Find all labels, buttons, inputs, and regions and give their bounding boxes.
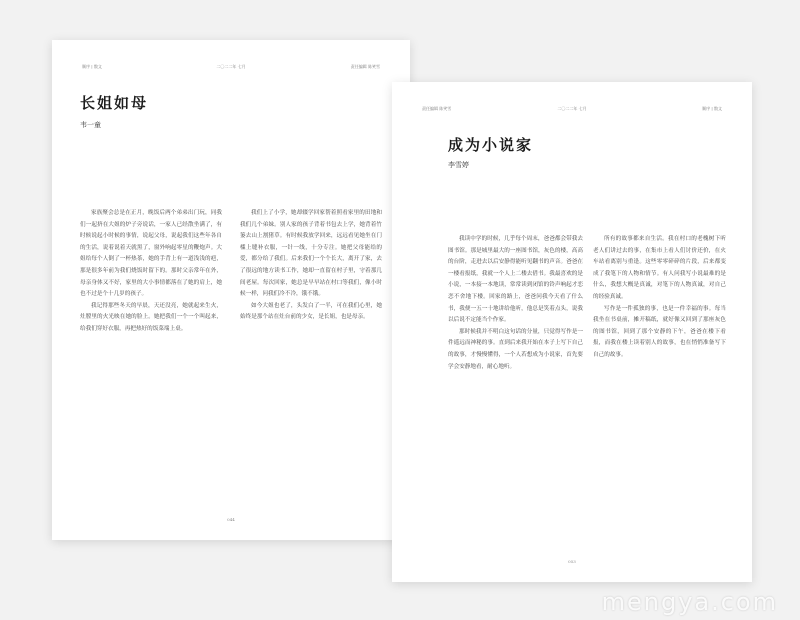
right-col2-paragraph: 写作是一件孤独的事，也是一件幸福的事。每当我坐在书桌前，摊开稿纸，就好像又回到了那座灰色的图书馆，回到了那个安静的下午，爸爸在楼下看报，而我在楼上读着别人的故事，也在悄悄准备写下自己的故事。 bbox=[593, 305, 726, 358]
right-page-number: 053 bbox=[568, 559, 576, 564]
left-col2-paragraph: 我们上了小学，她却辍学回家帮着照看家里的田地和我们几个弟妹。别人家的孩子背着书包去上学，她背着竹篓去山上割猪草。有时候我放学回来，远远看见她坐在门槛上缝补衣服，一针一线，十分专注。她把父母能给的爱，都分给了我们。后来我们一个个长大，离开了家，去了很远的地方读书工作，她却一直留在村子里，守着那几间老屋。每次回家，她总是早早站在村口等我们，像小时候一样，问我们冷不冷，饿不饿。 bbox=[240, 210, 382, 298]
right-header-left: 责任编辑 陈笑雪 bbox=[422, 106, 452, 111]
right-col2-paragraph: 所有的故事都来自生活。我在村口的老槐树下听老人们讲过去的事，在集市上看人们讨价还价，在火车站看离别与重逢。这些零零碎碎的片段，后来都变成了我笔下的人物和情节。有人问我写小说最难的是什么，我想大概是真诚，对笔下的人物真诚，对自己的经验真诚。 bbox=[593, 236, 726, 300]
site-watermark: mengya.com bbox=[601, 588, 778, 616]
right-header-center: 二〇二二年 七月 bbox=[557, 106, 587, 111]
left-page bbox=[52, 40, 410, 540]
right-col1-paragraph: 那时候我并不明白这句话的分量，只觉得写作是一件遥远而神秘的事。直到后来我开始在本子上写下自己的故事，才慢慢懂得，一个人若想成为小说家，首先要学会安静地看，耐心地听。 bbox=[448, 328, 583, 370]
right-header-right: 顺序 | 散文 bbox=[702, 106, 722, 111]
right-col1-paragraph: 我读中学的时候，几乎每个周末，爸爸都会带我去图书馆。那是城里最大的一座图书馆，灰色的楼，高高的台阶，走进去以后安静得能听见翻书的声音。爸爸在一楼看报纸，我就一个人上二楼去借书。我最喜欢的是小说，一本接一本地读，常常读到闭馆的铃声响起才恋恋不舍地下楼。回家的路上，爸爸问我今天看了什么书，我便一五一十地讲给他听，他总是笑着点头，说我以后说不定能当个作家。 bbox=[448, 236, 583, 324]
left-col1-paragraph: 我记得那些冬天的早晨，天还没亮，她就起来生火，灶膛里的火光映在她的脸上。她把我们一个一个叫起来，给我们穿好衣服，再把热好的饭菜端上桌。 bbox=[80, 302, 222, 332]
left-header-left: 顺序 | 散文 bbox=[82, 64, 102, 69]
left-header-right: 责任编辑 陈笑雪 bbox=[350, 64, 380, 69]
right-body-column-1 bbox=[448, 234, 583, 544]
right-article-title: 成为小说家 bbox=[448, 136, 534, 154]
left-body-column-2 bbox=[240, 208, 382, 526]
left-header-center: 二〇二二年 七月 bbox=[216, 64, 246, 69]
right-body-column-2 bbox=[593, 234, 726, 544]
left-col1-paragraph: 家族聚会总是在正月，晚饭后两个弟弟出门玩，同我们一起挤在大姐的炉子旁说话，一家人已经散坐满了，有时候说起小时候的事情，说起父母，说起我们这些年各自的生活，说着说着天就黑了，窗外响起零星的鞭炮声。大姐给每个人倒了一杯热茶，她的手背上有一道浅浅的疤，那是很多年前为我们烧饭时留下的。那时父亲常年在外，母亲身体又不好，家里的大小事情都落在了她的肩上，她也不过是个十几岁的孩子。 bbox=[80, 210, 222, 298]
left-col2-paragraph: 如今大姐也老了，头发白了一半，可在我们心里，她始终是那个站在灶台前的少女，是长姐，也是母亲。 bbox=[240, 302, 382, 321]
left-body-column-1 bbox=[80, 208, 222, 526]
left-article-author: 韦一童 bbox=[80, 121, 101, 129]
left-article-title: 长姐如母 bbox=[80, 94, 149, 112]
right-article-author: 李雪婷 bbox=[448, 161, 469, 169]
right-page bbox=[392, 82, 752, 582]
left-page-number: 044 bbox=[227, 517, 235, 522]
